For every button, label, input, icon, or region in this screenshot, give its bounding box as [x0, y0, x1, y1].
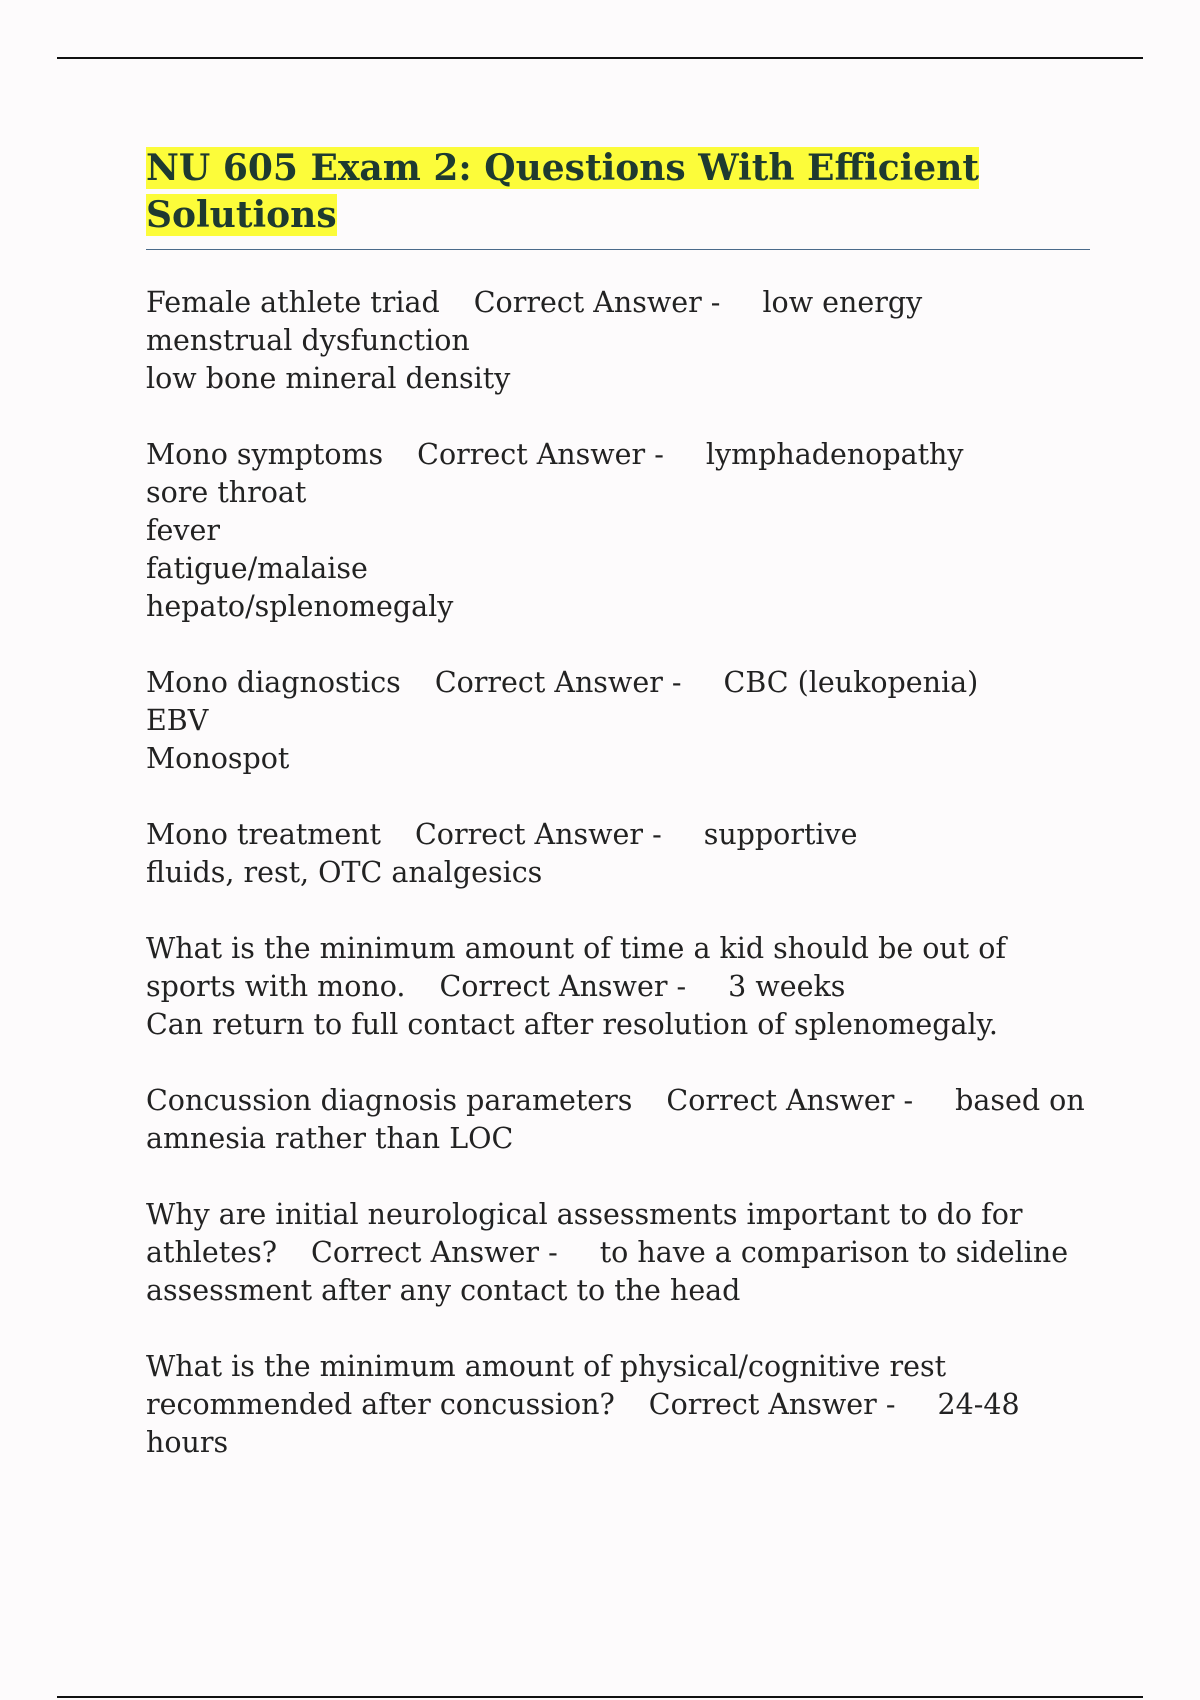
answer-line: to have a comparison to sideline assessment after any contact to the head — [146, 1236, 1078, 1307]
answer-line: low bone mineral density — [146, 362, 511, 395]
answer-separator: - — [671, 666, 682, 699]
answer-label: Correct Answer — [434, 666, 663, 699]
title-divider — [146, 249, 1090, 250]
answer-separator: - — [676, 970, 687, 1003]
question-text: What is the minimum amount of physical/cognitive rest recommended after concussion? — [146, 1350, 956, 1421]
top-rule — [57, 57, 1143, 59]
question-text: What is the minimum amount of time a kid should be out of sports with mono. — [146, 932, 1016, 1003]
answer-line: fatigue/malaise — [146, 552, 368, 585]
answer-label: Correct Answer — [439, 970, 668, 1003]
qa-item — [146, 816, 1091, 892]
qa-item — [146, 1196, 1091, 1310]
answer-line: fluids, rest, OTC analgesics — [146, 856, 543, 889]
qa-item — [146, 1082, 1094, 1158]
answer-line: lymphadenopathy — [705, 438, 964, 471]
answer-line: 24-48 hours — [146, 1388, 1029, 1459]
question-text: Female athlete triad — [146, 286, 440, 319]
answer-separator: - — [548, 1236, 558, 1269]
qa-item — [146, 284, 1091, 398]
answer-line: EBV — [146, 704, 209, 737]
qa-item — [146, 1348, 1091, 1462]
answer-line: CBC (leukopenia) — [723, 666, 979, 699]
answer-separator: - — [710, 286, 721, 319]
answer-label: Correct Answer — [417, 438, 646, 471]
answer-separator: - — [903, 1084, 914, 1117]
question-text: Why are initial neurological assessments important to do for athletes? — [146, 1198, 1032, 1269]
answer-separator: - — [652, 818, 662, 851]
answer-line: 3 weeks — [728, 970, 846, 1003]
answer-label: Correct Answer — [311, 1236, 540, 1269]
question-text: Mono diagnostics — [146, 666, 401, 699]
answer-line: Monospot — [146, 742, 290, 775]
answer-line: Can return to full contact after resolution of splenomegaly. — [146, 1008, 998, 1041]
answer-line: sore throat — [146, 476, 307, 509]
answer-line: low energy — [762, 286, 923, 319]
answer-label: Correct Answer — [666, 1084, 895, 1117]
qa-list — [146, 284, 1094, 1462]
title-highlight: NU 605 Exam 2: Questions With Efficient Solutions — [146, 147, 980, 236]
qa-item — [146, 664, 1091, 778]
answer-label: Correct Answer — [648, 1388, 877, 1421]
bottom-rule — [57, 1696, 1143, 1698]
answer-separator: - — [885, 1388, 896, 1421]
qa-item — [146, 930, 1091, 1044]
answer-line: supportive — [703, 818, 858, 851]
question-text: Concussion diagnosis parameters — [146, 1084, 633, 1117]
answer-line: hepato/splenomegaly — [146, 590, 454, 623]
answer-line: menstrual dysfunction — [146, 324, 470, 357]
question-text: Mono symptoms — [146, 438, 384, 471]
answer-line: fever — [146, 514, 221, 547]
answer-label: Correct Answer — [473, 286, 702, 319]
answer-label: Correct Answer — [415, 818, 643, 851]
answer-line: based on amnesia rather than LOC — [146, 1084, 1094, 1155]
document-body — [146, 145, 1094, 1500]
qa-item — [146, 436, 1091, 626]
question-text: Mono treatment — [146, 818, 381, 851]
document-title — [146, 145, 1091, 239]
answer-separator: - — [654, 438, 664, 471]
